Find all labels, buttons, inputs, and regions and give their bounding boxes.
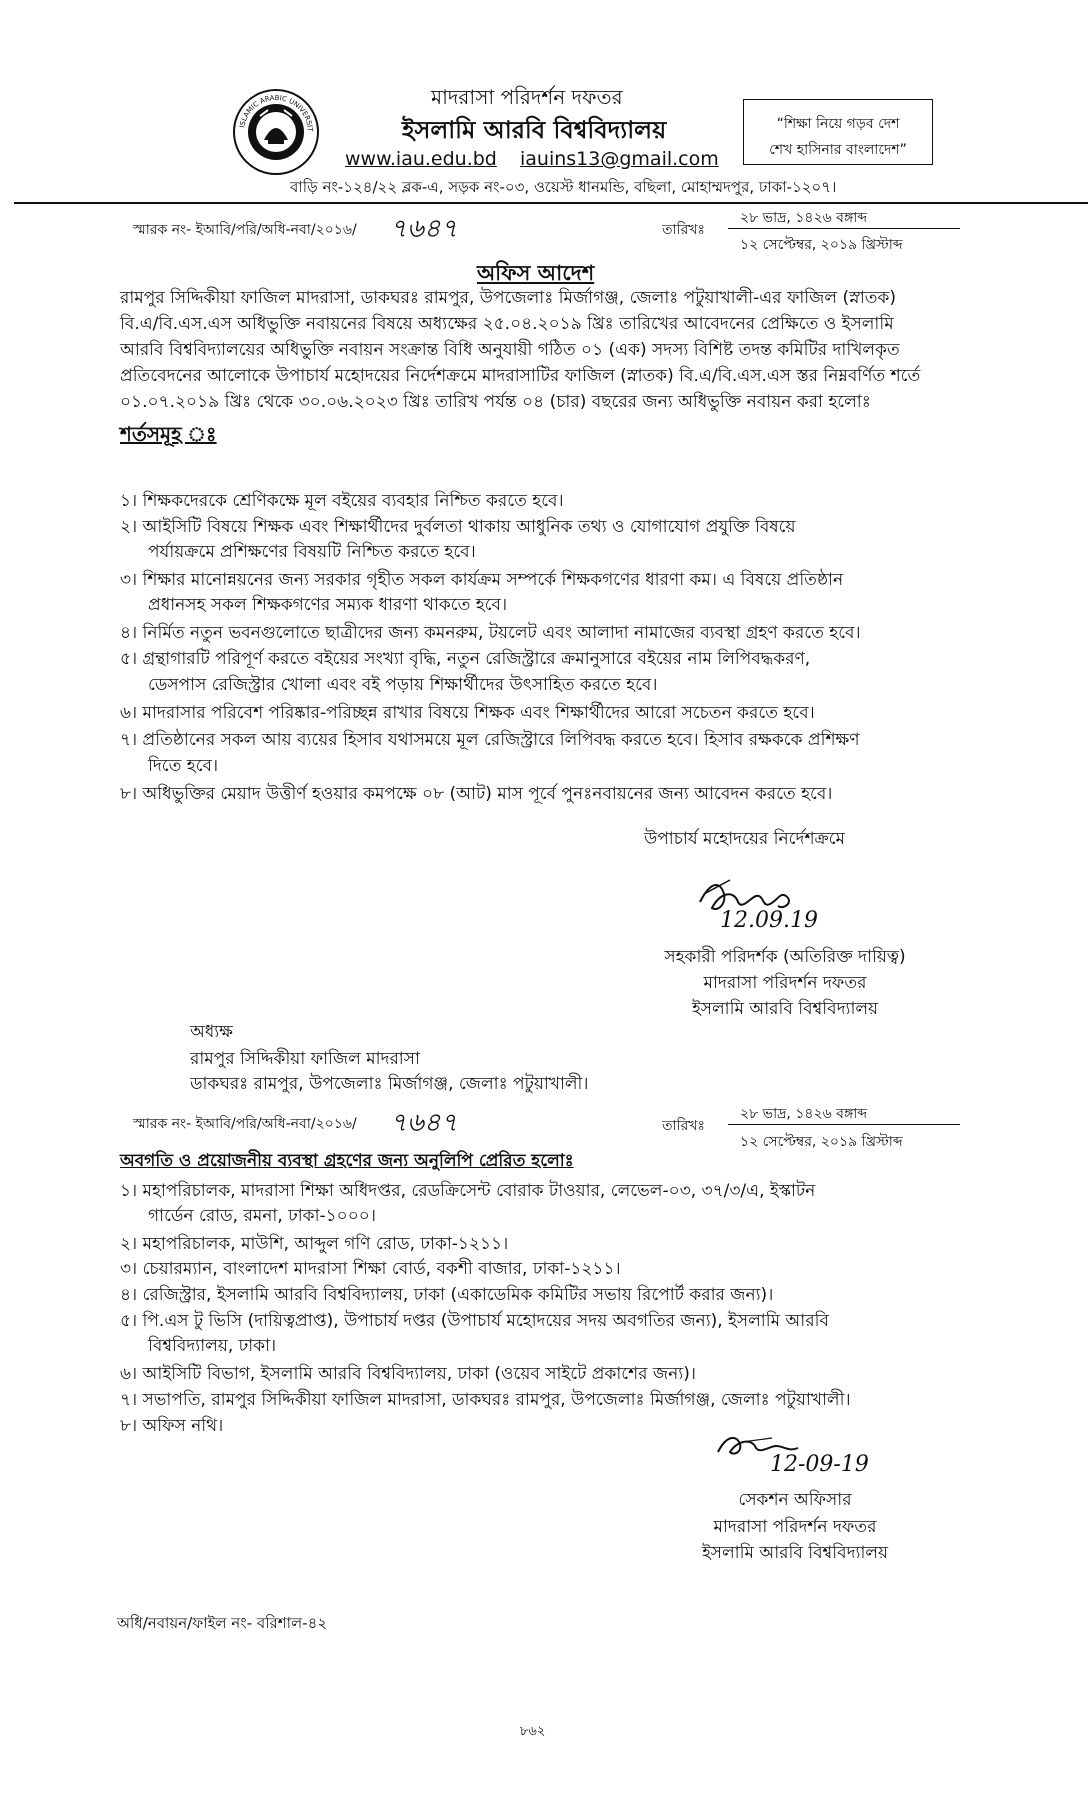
signatory-2-university: ইসলামি আরবি বিশ্ববিদ্যালয় (701, 1543, 889, 1563)
memo-ref-number: ৭৬৪৭ (390, 214, 458, 244)
condition-item: ১। শিক্ষকদেরকে শ্রেণিকক্ষে মূল বইয়ের ব্যবহার নিশ্চিত করতে হবে। (120, 491, 564, 511)
signatory-2-designation: সেকশন অফিসার (738, 1490, 852, 1510)
copy-item: ১। মহাপরিচালক, মাদরাসা শিক্ষা অধিদপ্তর, রেডক্রিসেন্ট বোরাক টাওয়ার, লেভেল-০৩, ৩৭/৩/এ, ইস্কাটন (120, 1181, 816, 1201)
date-bangla: ২৮ ভাদ্র, ১৪২৬ বঙ্গাব্দ (740, 210, 868, 226)
order-para-line: আরবি বিশ্ববিদ্যালয়ের অধিভুক্তি নবায়ন সংক্রান্ত বিধি অনুযায়ী গঠিত ০১ (এক) সদস্য বিশিষ্ট তদন্ত কমিটির দাখিলকৃত (120, 340, 900, 360)
copy-item: ৩। চেয়ারম্যান, বাংলাদেশ মাদরাসা শিক্ষা বোর্ড, বকশী বাজার, ঢাকা-১২১১। (120, 1259, 621, 1279)
condition-item-cont: পর্যায়ক্রমে প্রশিক্ষণের বিষয়টি নিশ্চিত করতে হবে। (148, 542, 476, 562)
recipient-institution: রামপুর সিদ্দিকীয়া ফাজিল মাদরাসা (190, 1049, 420, 1069)
recipient-title: অধ্যক্ষ (190, 1022, 233, 1042)
conditions-heading: শর্তসমূহ ঃ (120, 422, 217, 446)
copy-item-cont: বিশ্ববিদ্যালয়, ঢাকা। (148, 1336, 277, 1356)
signatory-1-designation: সহকারী পরিদর্শক (অতিরিক্ত দায়িত্ব) (664, 947, 906, 967)
condition-item: ৮। অধিভুক্তির মেয়াদ উত্তীর্ণ হওয়ার কমপক্ষে ০৮ (আট) মাস পূর্বে পুনঃনবায়নের জন্য আবেদন করতে হবে। (120, 784, 833, 804)
signature-1-date: 12.09.19 (720, 908, 818, 933)
university-name: ইসলামি আরবি বিশ্ববিদ্যালয় (402, 116, 667, 144)
signature-2-date: 12-09-19 (770, 1452, 869, 1477)
condition-item: ৫। গ্রন্থাগারটি পরিপূর্ণ করতে বইয়ের সংখ্যা বৃদ্ধি, নতুন রেজিস্ট্রারে ক্রমানুসারে বইয়ের নাম লিপিবদ্ধকরণ, (120, 649, 811, 669)
copy-item: ৮। অফিস নথি। (120, 1416, 224, 1436)
order-para-line: ০১.০৭.২০১৯ খ্রিঃ থেকে ৩০.০৬.২০২৩ খ্রিঃ তারিখ পর্যন্ত ০৪ (চার) বছরের জন্য অধিভুক্তি নবায়ন করা হলোঃ (120, 392, 871, 412)
condition-item-cont: ডেসপাস রেজিস্ট্রার খোলা এবং বই পড়ায় শিক্ষার্থীদের উৎসাহিত করতে হবে। (148, 675, 658, 695)
memo-ref-label: স্মারক নং- ইআবি/পরি/অধি-নবা/২০১৬/ (133, 222, 357, 238)
memo-ref-label: স্মারক নং- ইআবি/পরি/অধি-নবা/২০১৬/ (133, 1116, 357, 1132)
email-link[interactable]: iauins13@gmail.com (520, 148, 719, 170)
date-label: তারিখঃ (662, 1118, 705, 1134)
slogan-line-1: “শিক্ষা নিয়ে গড়ব দেশ (776, 116, 900, 132)
condition-item-cont: দিতে হবে। (148, 756, 219, 776)
condition-item: ৩। শিক্ষার মানোন্নয়নের জন্য সরকার গৃহীত সকল কার্যক্রম সম্পর্কে শিক্ষকগণের ধারণা কম। এ বিষয়ে প্রতিষ্ঠান (120, 570, 844, 590)
order-para-line: রামপুর সিদ্দিকীয়া ফাজিল মাদরাসা, ডাকঘরঃ রামপুর, উপজেলাঃ মির্জাগঞ্জ, জেলাঃ পটুয়াখালী-এর ফাজিল (স্নাতক) (120, 288, 897, 308)
file-number: অধি/নবায়ন/ফাইল নং- বরিশাল-৪২ (117, 1614, 328, 1632)
recipient-address: ডাকঘরঃ রামপুর, উপজেলাঃ মির্জাগঞ্জ, জেলাঃ পটুয়াখালী। (190, 1074, 589, 1094)
copy-item: ৪। রেজিস্ট্রার, ইসলামি আরবি বিশ্ববিদ্যালয়, ঢাকা (একাডেমিক কমিটির সভায় রিপোর্ট করার জন্য)। (120, 1285, 774, 1305)
address-line: বাড়ি নং-১২৪/২২ ব্লক-এ, সড়ক নং-০৩, ওয়েস্ট ধানমন্ডি, বছিলা, মোহাম্মদপুর, ঢাকা-১২০৭। (290, 178, 837, 196)
date-gregorian: ১২ সেপ্টেম্বর, ২০১৯ খ্রিস্টাব্দ (740, 1134, 903, 1150)
copy-item: ৭। সভাপতি, রামপুর সিদ্দিকীয়া ফাজিল মাদরাসা, ডাকঘরঃ রামপুর, উপজেলাঃ মির্জাগঞ্জ, জেলাঃ পটুয়াখালী। (120, 1390, 851, 1410)
university-logo (232, 88, 320, 176)
date-divider (728, 1124, 960, 1125)
signatory-1-university: ইসলামি আরবি বিশ্ববিদ্যালয় (691, 999, 879, 1019)
copy-item: ২। মহাপরিচালক, মাউশি, আব্দুল গণি রোড, ঢাকা-১২১১। (120, 1234, 509, 1254)
signatory-2-office: মাদরাসা পরিদর্শন দফতর (713, 1517, 877, 1537)
order-para-line: প্রতিবেদনের আলোকে উপাচার্য মহোদয়ের নির্দেশক্রমে মাদরাসাটির ফাজিল (স্নাতক) বি.এ/বি.এস.এস স্তর নিম্নবর্ণিত শর্তে (120, 366, 921, 386)
condition-item: ৬। মাদরাসার পরিবেশ পরিষ্কার-পরিচ্ছন্ন রাখার বিষয়ে শিক্ষক এবং শিক্ষার্থীদের আরো সচেতন করতে হবে। (120, 703, 815, 723)
condition-item: ৪। নির্মিত নতুন ভবনগুলোতে ছাত্রীদের জন্য কমনরুম, টয়লেট এবং আলাদা নামাজের ব্যবস্থা গ্রহণ করতে হবে। (120, 623, 861, 643)
copy-item: ৬। আইসিটি বিভাগ, ইসলামি আরবি বিশ্ববিদ্যালয়, ঢাকা (ওয়েব সাইটে প্রকাশের জন্য)। (120, 1364, 696, 1384)
by-order-text: উপাচার্য মহোদয়ের নির্দেশক্রমে (644, 829, 845, 849)
order-title: অফিস আদেশ (477, 261, 595, 285)
logo-text: ISLAMIC ARABIC UNIVERSIT (238, 93, 315, 133)
copies-heading: অবগতি ও প্রয়োজনীয় ব্যবস্থা গ্রহণের জন্য অনুলিপি প্রেরিত হলোঃ (120, 1151, 574, 1171)
order-para-line: বি.এ/বি.এস.এস অধিভুক্তি নবায়নের বিষয়ে অধ্যক্ষের ২৫.০৪.২০১৯ খ্রিঃ তারিখের আবেদনের প্রেক্ষিতে ও ইসলামি (120, 314, 894, 334)
condition-item: ২। আইসিটি বিষয়ে শিক্ষক এবং শিক্ষার্থীদের দুর্বলতা থাকায় আধুনিক তথ্য ও যোগাযোগ প্রযুক্তি বিষয়ে (120, 517, 796, 537)
slogan-box (743, 99, 933, 165)
page-number: ৮৬২ (520, 1724, 546, 1739)
date-gregorian: ১২ সেপ্টেম্বর, ২০১৯ খ্রিস্টাব্দ (740, 237, 903, 253)
condition-item: ৭। প্রতিষ্ঠানের সকল আয় ব্যয়ের হিসাব যথাসময়ে মূল রেজিস্ট্রারে লিপিবদ্ধ করতে হবে। হিসাব রক্ষককে প্রশিক্ষণ (120, 730, 860, 750)
copy-item-cont: গার্ডেন রোড, রমনা, ঢাকা-১০০০। (148, 1206, 376, 1226)
date-bangla: ২৮ ভাদ্র, ১৪২৬ বঙ্গাব্দ (740, 1106, 868, 1122)
header-divider (14, 202, 1088, 204)
condition-item-cont: প্রধানসহ সকল শিক্ষকগণের সম্যক ধারণা থাকতে হবে। (148, 595, 508, 615)
slogan-line-2: শেখ হাসিনার বাংলাদেশ” (769, 142, 907, 158)
signatory-1-office: মাদরাসা পরিদর্শন দফতর (703, 973, 867, 993)
office-name: মাদরাসা পরিদর্শন দফতর (431, 85, 623, 109)
date-label: তারিখঃ (662, 222, 705, 238)
website-link[interactable]: www.iau.edu.bd (345, 148, 497, 170)
date-divider (728, 228, 960, 229)
copy-item: ৫। পি.এস টু ভিসি (দায়িত্বপ্রাপ্ত), উপাচার্য দপ্তর (উপাচার্য মহোদয়ের সদয় অবগতির জন্য), ইসলামি আরবি (120, 1311, 829, 1331)
memo-ref-number: ৭৬৪৭ (390, 1108, 458, 1138)
